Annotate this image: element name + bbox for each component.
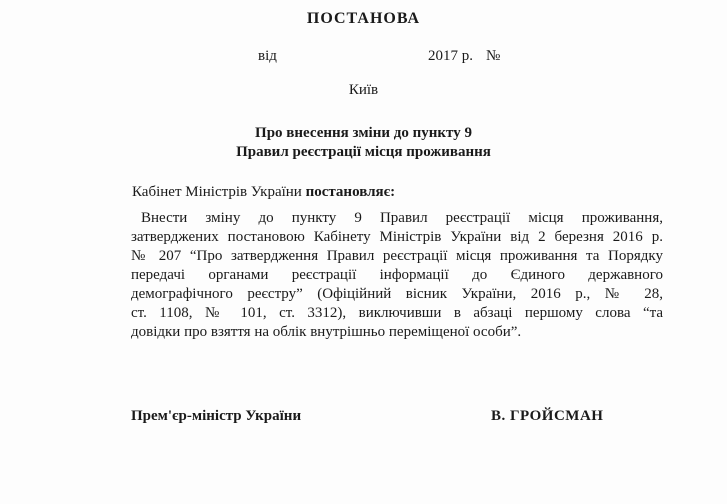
body-paragraph [131, 209, 663, 342]
body-line: затверджених постановою Кабінету Міністрів України від 2 березня 2016 р. [131, 229, 663, 245]
document-title: ПОСТАНОВА [306, 10, 421, 27]
body-line: передачі органами реєстрації інформації до Єдиного державного [131, 267, 663, 283]
signature-title: Прем'єр-міністр України [131, 408, 302, 424]
date-year: 2017 р. [428, 48, 473, 64]
body-line: довідки про взяття на облік внутрішньо переміщеної особи”. [131, 324, 522, 340]
body-line: демографічного реєстру” (Офіційний вісник України, 2016 р., № 28, [131, 286, 663, 302]
city: Київ [348, 82, 379, 98]
intro-paragraph [132, 184, 395, 201]
body-line: ст. 1108, № 101, ст. 3312), виключивши в абзаці першому слова “та [131, 305, 663, 321]
heading-line-1: Про внесення зміни до пункту 9 [255, 125, 472, 141]
intro-text: Кабінет Міністрів України [132, 184, 306, 200]
intro-bold-text: постановляє: [305, 184, 396, 200]
number-sign: № [486, 48, 501, 64]
body-line: Внести зміну до пункту 9 Правил реєстрації місця проживання, [141, 210, 663, 226]
signature-name: В. ГРОЙСМАН [491, 408, 604, 424]
heading-line-2: Правил реєстрації місця проживання [236, 144, 491, 160]
document-heading [0, 124, 727, 162]
body-line: № 207 “Про затвердження Правил реєстрації місця проживання та Порядку [131, 248, 663, 264]
date-prefix: від [258, 48, 277, 64]
